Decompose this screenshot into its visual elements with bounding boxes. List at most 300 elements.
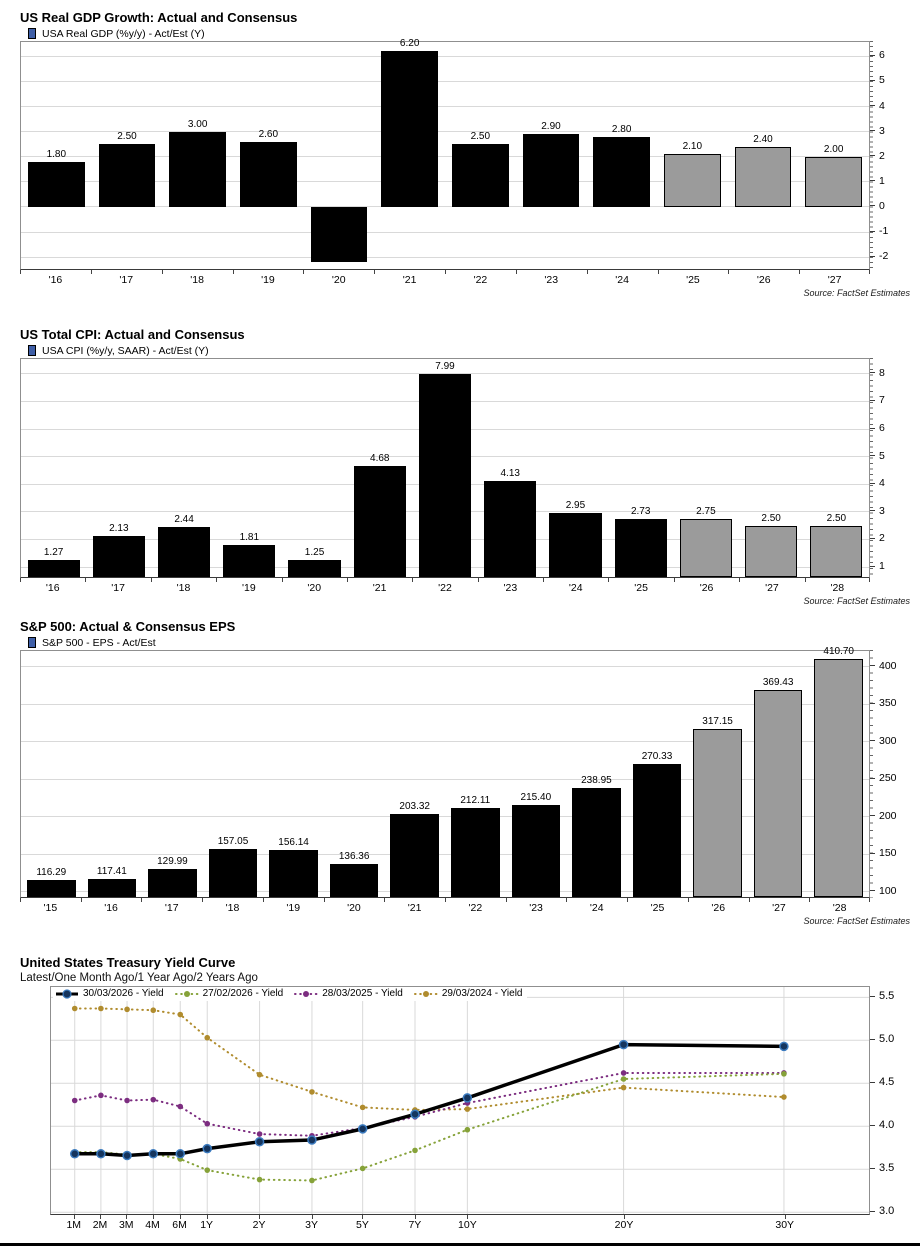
bar-value-label: 1.25	[304, 547, 325, 559]
x-axis-tick	[658, 270, 659, 274]
bar-value-label: 2.95	[565, 500, 586, 512]
bar-25	[633, 764, 681, 897]
point-marker	[204, 1167, 210, 1173]
y-tick-label: 3.5	[879, 1162, 895, 1175]
point-marker	[411, 1110, 419, 1118]
point-marker	[781, 1071, 787, 1077]
bar-22	[452, 144, 509, 207]
eps-legend	[20, 635, 910, 650]
point-marker	[257, 1177, 263, 1183]
eps-chart-section	[20, 609, 910, 929]
point-marker	[177, 1104, 183, 1110]
yield-legend-label: 28/03/2025 - Yield	[322, 988, 403, 999]
yield-legend-item	[55, 988, 164, 999]
x-tick-label: '25	[634, 582, 648, 594]
gridline	[21, 779, 869, 780]
bar-18	[209, 849, 257, 897]
y-tick-label: 250	[879, 772, 897, 785]
x-tick-label: '23	[503, 582, 518, 594]
bar-17	[99, 144, 156, 207]
eps-x-axis	[20, 898, 870, 915]
gridline	[21, 257, 869, 258]
x-axis-tick	[362, 1215, 363, 1219]
x-tick-label: 3M	[118, 1219, 134, 1231]
x-tick-label: '18	[225, 902, 240, 914]
bar-18	[169, 132, 226, 207]
series-line-1	[75, 1074, 784, 1181]
point-marker	[149, 1150, 157, 1158]
x-axis-tick	[809, 898, 810, 902]
bar-22	[451, 808, 499, 897]
bar-value-label: 2.44	[174, 514, 194, 526]
x-tick-label: '19	[261, 274, 275, 286]
x-tick-label: '27	[772, 902, 786, 914]
y-axis-tick	[870, 1039, 875, 1040]
x-axis-tick	[20, 578, 21, 582]
y-axis-tick	[870, 1168, 875, 1169]
y-tick-label: 300	[879, 734, 897, 747]
bar-17	[148, 869, 196, 897]
x-axis-tick	[207, 1215, 208, 1219]
x-axis-tick	[141, 898, 142, 902]
point-marker	[621, 1076, 627, 1082]
x-tick-label: '19	[286, 902, 301, 914]
cpi-plot-area	[20, 358, 870, 578]
x-axis-tick	[81, 898, 82, 902]
point-marker	[176, 1150, 184, 1158]
y-axis-tick	[870, 740, 875, 741]
bar-value-label: 4.68	[370, 452, 390, 464]
y-axis-tick	[870, 815, 875, 816]
point-marker	[123, 1152, 131, 1160]
bar-24	[549, 513, 601, 577]
yield-legend-label: 29/03/2024 - Yield	[441, 988, 523, 999]
x-tick-label: '26	[711, 902, 726, 914]
x-tick-label: 5Y	[355, 1219, 369, 1231]
point-marker	[620, 1041, 628, 1049]
x-tick-label: 6M	[172, 1219, 187, 1231]
x-axis-tick	[153, 1215, 154, 1219]
x-axis-tick	[674, 578, 675, 582]
x-tick-label: '24	[568, 582, 583, 594]
bar-24	[572, 788, 620, 897]
yield-legend-item	[175, 988, 284, 999]
x-axis-tick	[624, 1215, 625, 1219]
x-tick-label: 2M	[92, 1219, 108, 1231]
point-marker	[463, 1094, 471, 1102]
bar-20	[330, 864, 378, 897]
x-tick-label: '19	[241, 582, 256, 594]
bar-23	[512, 805, 560, 897]
y-tick-label: -2	[879, 250, 889, 263]
point-marker	[71, 1150, 79, 1158]
point-marker	[124, 1007, 130, 1013]
x-axis-tick	[543, 578, 544, 582]
eps-legend-label: S&P 500 - EPS - Act/Est	[42, 636, 156, 649]
point-marker	[204, 1035, 210, 1041]
y-axis-tick	[870, 155, 875, 156]
x-axis-tick	[869, 578, 870, 582]
x-tick-label: 3Y	[305, 1219, 318, 1231]
gdp-plot-wrap	[20, 38, 910, 270]
cpi-y-axis	[870, 358, 910, 578]
bar-20	[288, 560, 340, 577]
y-tick-label: 3	[879, 504, 885, 517]
x-axis-tick	[445, 270, 446, 274]
y-tick-label: 1	[879, 174, 885, 187]
x-tick-label: 4M	[145, 1219, 160, 1231]
cpi-legend-swatch-icon	[28, 345, 36, 356]
y-axis-tick	[870, 665, 875, 666]
x-axis-tick	[216, 578, 217, 582]
bar-27	[805, 157, 862, 207]
x-tick-label: 1Y	[200, 1219, 214, 1231]
x-axis-tick	[259, 1215, 260, 1219]
y-tick-label: 2	[879, 532, 885, 545]
bar-value-label: 2.60	[258, 128, 279, 140]
x-tick-label: '23	[529, 902, 543, 914]
bar-25	[615, 519, 667, 577]
x-axis-tick	[739, 578, 740, 582]
x-axis-tick	[263, 898, 264, 902]
y-axis-tick	[870, 455, 875, 456]
bar-15	[27, 880, 75, 897]
yield-chart-title: United States Treasury Yield Curve	[20, 955, 236, 970]
bar-22	[419, 374, 471, 577]
x-tick-label: '25	[650, 902, 665, 914]
bar-value-label: 2.13	[109, 522, 129, 534]
yield-plot-wrap	[50, 986, 910, 1218]
y-tick-label: 2	[879, 149, 885, 162]
y-axis-tick	[870, 130, 875, 131]
gridline	[21, 816, 869, 817]
x-axis-tick	[415, 1215, 416, 1219]
x-axis-tick	[180, 1215, 181, 1219]
x-axis-tick	[412, 578, 413, 582]
point-marker	[360, 1105, 366, 1111]
bar-value-label: 7.99	[435, 361, 455, 373]
x-axis-tick	[869, 270, 870, 274]
cpi-legend-label: USA CPI (%y/y, SAAR) - Act/Est (Y)	[42, 344, 209, 357]
x-axis-tick	[627, 898, 628, 902]
x-axis-tick	[74, 1215, 75, 1219]
y-tick-label: 6	[879, 422, 885, 435]
yield-x-axis	[50, 1215, 870, 1234]
bar-value-label: 2.80	[611, 123, 632, 135]
gdp-source-note: Source: FactSet Estimates	[803, 288, 910, 298]
y-axis-tick	[870, 778, 875, 779]
point-marker	[72, 1006, 78, 1012]
x-axis-tick	[202, 898, 203, 902]
bar-value-label: 6.20	[399, 38, 420, 50]
x-axis-tick	[282, 578, 283, 582]
yield-legend	[53, 987, 527, 1001]
x-tick-label: '28	[830, 582, 845, 594]
x-tick-label: '21	[402, 274, 417, 286]
x-tick-label: '28	[832, 902, 847, 914]
y-tick-label: 200	[879, 809, 897, 822]
y-tick-label: 3.0	[879, 1205, 895, 1218]
y-tick-label: 5	[879, 74, 885, 87]
x-tick-label: '16	[104, 902, 118, 914]
point-marker	[98, 1093, 104, 1099]
y-axis-tick	[870, 80, 875, 81]
x-axis-tick	[587, 270, 588, 274]
y-tick-label: 6	[879, 49, 885, 62]
gridline	[21, 106, 869, 107]
bar-23	[484, 481, 536, 577]
y-tick-label: 350	[879, 697, 897, 710]
point-marker	[124, 1098, 130, 1104]
bar-value-label: 2.40	[753, 133, 773, 145]
x-tick-label: 7Y	[408, 1219, 422, 1231]
x-tick-label: '22	[468, 902, 483, 914]
y-axis-tick	[870, 1125, 875, 1126]
point-marker	[256, 1138, 264, 1146]
point-marker	[98, 1006, 104, 1012]
point-marker	[203, 1145, 211, 1153]
x-axis-tick	[20, 270, 21, 274]
eps-plot-wrap	[20, 645, 910, 898]
point-marker	[309, 1089, 315, 1095]
point-marker	[780, 1042, 788, 1050]
x-tick-label: '26	[699, 582, 714, 594]
x-axis-tick	[799, 270, 800, 274]
bar-value-label: 203.32	[399, 801, 430, 813]
y-tick-label: 3	[879, 124, 885, 137]
x-tick-label: 1M	[66, 1219, 82, 1231]
x-tick-label: '26	[756, 274, 771, 286]
bar-27	[754, 690, 802, 897]
x-tick-label: '18	[176, 582, 191, 594]
y-axis-tick	[870, 538, 875, 539]
x-axis-tick	[516, 270, 517, 274]
bar-value-label: 2.10	[682, 141, 703, 153]
bar-19	[269, 850, 317, 897]
bar-21	[381, 51, 438, 207]
point-marker	[257, 1072, 263, 1078]
bar-value-label: 129.99	[157, 856, 188, 868]
x-tick-label: '15	[43, 902, 58, 914]
bar-value-label: 369.43	[762, 676, 794, 688]
y-axis-tick	[870, 372, 875, 373]
gdp-chart-title: US Real GDP Growth: Actual and Consensus	[20, 10, 298, 25]
y-axis-tick	[870, 510, 875, 511]
x-tick-label: '24	[615, 274, 629, 286]
x-axis-tick	[347, 578, 348, 582]
series-line-0	[75, 1045, 784, 1156]
x-tick-label: '20	[307, 582, 322, 594]
point-marker	[465, 1127, 471, 1133]
bar-26	[693, 729, 741, 897]
bar-26	[680, 519, 732, 577]
yield-legend-item	[294, 988, 403, 999]
yield-legend-item	[414, 988, 523, 999]
eps-plot-area	[20, 645, 870, 898]
y-axis-tick	[870, 428, 875, 429]
y-tick-label: 100	[879, 884, 897, 897]
yield-curve-section	[20, 945, 910, 1234]
gridline	[21, 704, 869, 705]
y-tick-label: 4	[879, 99, 885, 112]
point-marker	[150, 1007, 156, 1013]
yield-chart-subtitle: Latest/One Month Ago/1 Year Ago/2 Years Ago	[20, 972, 258, 984]
eps-legend-swatch-icon	[28, 637, 36, 648]
x-axis-tick	[162, 270, 163, 274]
bar-16	[28, 162, 85, 207]
point-marker	[360, 1166, 366, 1172]
cpi-chart-title: US Total CPI: Actual and Consensus	[20, 327, 245, 342]
x-axis-tick	[785, 1215, 786, 1219]
y-axis-tick	[870, 231, 875, 232]
bar-value-label: 156.14	[278, 836, 309, 848]
point-marker	[257, 1131, 263, 1137]
bar-value-label: 2.50	[826, 512, 847, 524]
bar-value-label: 2.50	[470, 131, 491, 143]
gridline	[21, 666, 869, 667]
bar-25	[664, 154, 721, 207]
point-marker	[204, 1121, 210, 1127]
yield-legend-label: 27/02/2026 - Yield	[202, 988, 284, 999]
bar-value-label: 1.80	[46, 148, 67, 160]
bar-20	[311, 207, 368, 262]
x-axis-tick	[312, 1215, 313, 1219]
bar-16	[88, 879, 136, 897]
bar-21	[354, 466, 406, 577]
yield-y-axis	[870, 986, 910, 1218]
series-marker-icon	[175, 989, 199, 999]
y-axis-tick	[870, 1211, 875, 1212]
yield-plot-area	[50, 986, 870, 1215]
eps-chart-title: S&P 500: Actual & Consensus EPS	[20, 619, 236, 634]
x-axis-tick	[151, 578, 152, 582]
y-tick-label: 400	[879, 659, 897, 672]
x-tick-label: '21	[372, 582, 387, 594]
x-axis-tick	[20, 898, 21, 902]
cpi-plot-wrap	[20, 358, 910, 578]
point-marker	[412, 1148, 418, 1154]
y-tick-label: 0	[879, 199, 885, 212]
x-axis-tick	[100, 1215, 101, 1219]
bar-27	[745, 526, 797, 577]
x-tick-label: '17	[111, 582, 125, 594]
bar-19	[223, 545, 275, 577]
series-marker-icon	[294, 989, 318, 999]
x-tick-label: 10Y	[458, 1219, 477, 1231]
gridline	[21, 854, 869, 855]
point-marker	[309, 1178, 315, 1184]
y-axis-tick	[870, 890, 875, 891]
x-axis-tick	[445, 898, 446, 902]
series-marker-icon	[55, 989, 79, 999]
y-axis-tick	[870, 55, 875, 56]
y-axis-tick	[870, 853, 875, 854]
bar-value-label: 116.29	[36, 866, 67, 878]
bar-value-label: 212.11	[460, 794, 491, 806]
bar-value-label: 215.40	[520, 792, 552, 804]
y-axis-tick	[870, 566, 875, 567]
y-axis-tick	[870, 256, 875, 257]
bar-value-label: 4.13	[500, 467, 520, 479]
x-tick-label: '17	[164, 902, 179, 914]
y-axis-tick	[870, 703, 875, 704]
x-tick-label: 20Y	[614, 1219, 634, 1231]
x-axis-tick	[91, 270, 92, 274]
x-axis-tick	[805, 578, 806, 582]
y-tick-label: 4.5	[879, 1076, 895, 1089]
bar-18	[158, 527, 210, 577]
y-axis-tick	[870, 105, 875, 106]
series-line-3	[75, 1008, 784, 1109]
bar-28	[810, 526, 862, 577]
bar-24	[593, 137, 650, 207]
bar-23	[523, 134, 580, 207]
y-axis-minor-ticks	[870, 650, 873, 898]
point-marker	[97, 1150, 105, 1158]
gdp-plot-area	[20, 38, 870, 270]
bar-value-label: 1.27	[43, 546, 64, 558]
gridline	[21, 81, 869, 82]
gdp-y-axis	[870, 41, 910, 270]
bar-19	[240, 142, 297, 207]
bar-value-label: 410.70	[823, 645, 854, 657]
bar-value-label: 2.50	[761, 512, 781, 524]
bar-17	[93, 536, 145, 577]
bar-value-label: 2.73	[630, 506, 651, 518]
point-marker	[465, 1106, 471, 1112]
x-axis-tick	[478, 578, 479, 582]
x-axis-tick	[728, 270, 729, 274]
bar-value-label: 1.81	[239, 531, 260, 543]
x-axis-tick	[233, 270, 234, 274]
bar-21	[390, 814, 438, 897]
x-tick-label: '22	[473, 274, 488, 286]
x-axis-tick	[506, 898, 507, 902]
cpi-legend	[20, 343, 910, 358]
y-tick-label: 4.0	[879, 1119, 895, 1132]
x-axis-tick	[566, 898, 567, 902]
x-axis-tick	[324, 898, 325, 902]
x-tick-label: '27	[765, 582, 779, 594]
x-axis-tick	[688, 898, 689, 902]
series-marker-icon	[414, 989, 438, 999]
bar-value-label: 136.36	[338, 851, 370, 863]
x-tick-label: '16	[48, 274, 63, 286]
y-axis-minor-ticks	[870, 358, 873, 578]
x-tick-label: '16	[45, 582, 60, 594]
y-tick-label: -1	[879, 225, 889, 238]
gdp-legend-label: USA Real GDP (%y/y) - Act/Est (Y)	[42, 27, 205, 40]
x-tick-label: '21	[407, 902, 422, 914]
y-tick-label: 8	[879, 366, 885, 379]
y-tick-label: 5.0	[879, 1033, 895, 1046]
point-marker	[359, 1125, 367, 1133]
gdp-legend	[20, 26, 910, 41]
bar-value-label: 270.33	[641, 751, 673, 762]
yield-legend-label: 30/03/2026 - Yield	[83, 988, 164, 999]
y-axis-tick	[870, 205, 875, 206]
gdp-x-axis	[20, 270, 870, 287]
point-marker	[781, 1094, 787, 1100]
x-axis-tick	[608, 578, 609, 582]
yield-curve-canvas	[51, 987, 869, 1214]
x-tick-label: 30Y	[775, 1219, 795, 1231]
y-tick-label: 5	[879, 449, 885, 462]
y-tick-label: 150	[879, 847, 897, 860]
point-marker	[621, 1070, 627, 1076]
point-marker	[150, 1097, 156, 1103]
x-tick-label: 2Y	[252, 1219, 266, 1231]
